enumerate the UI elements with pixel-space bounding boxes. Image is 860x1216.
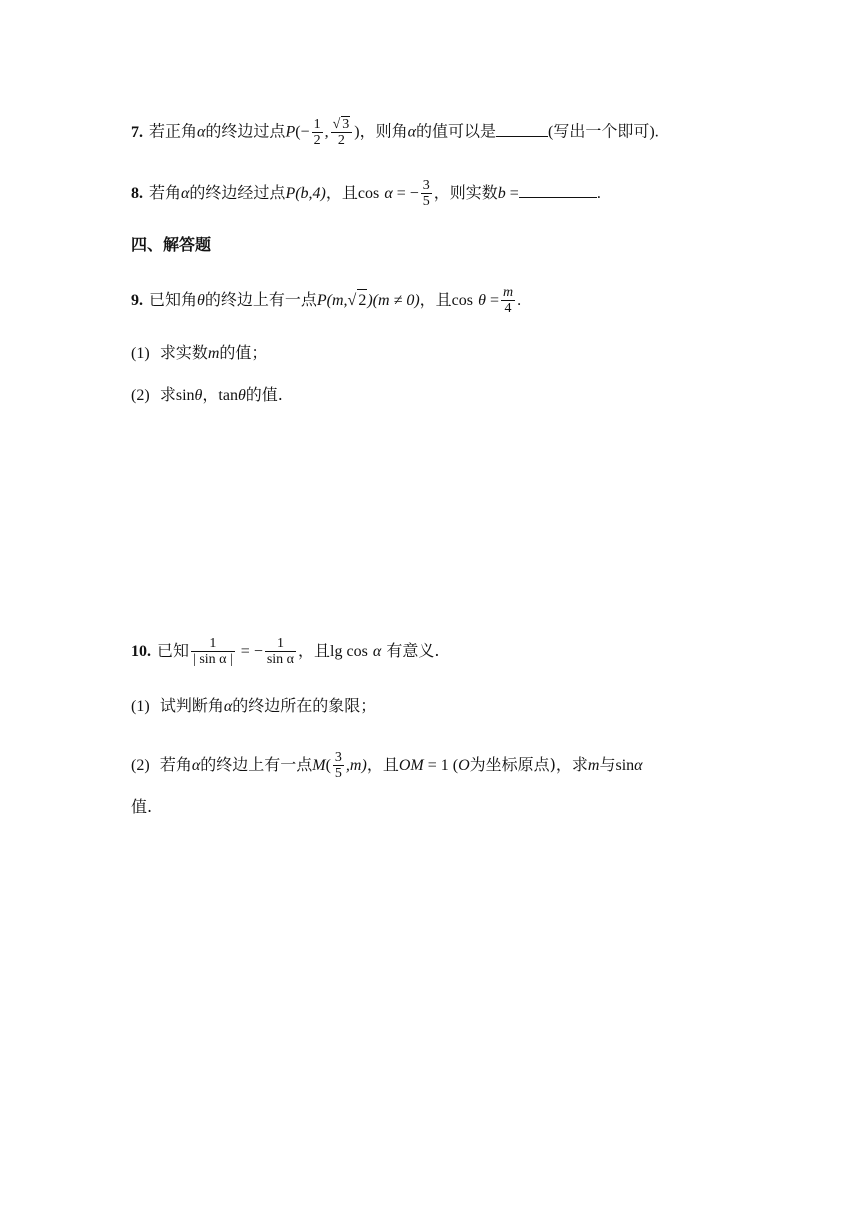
period: .: [517, 292, 522, 309]
paren: (: [448, 757, 459, 774]
part-label: (2): [131, 757, 150, 774]
text: ，且: [298, 641, 331, 660]
text: 已知: [157, 641, 190, 660]
sqrt-sign: √: [347, 292, 357, 309]
cos-function: cos: [451, 292, 473, 309]
question-8: [131, 178, 601, 209]
b-variable: b: [497, 185, 506, 202]
om-segment: OM: [398, 757, 424, 774]
text: 若角: [149, 183, 182, 202]
alpha-symbol: α: [181, 185, 190, 202]
question-number: 10.: [131, 643, 151, 660]
part-label: (1): [131, 345, 150, 362]
numerator: 1: [276, 636, 284, 651]
cos-function: cos: [357, 185, 380, 202]
fraction: [333, 750, 344, 781]
text: 的终边上有一点: [204, 290, 317, 309]
equals-sign: =: [505, 185, 519, 202]
point-expression: P(m,: [316, 292, 348, 309]
text: 求实数: [159, 343, 208, 362]
text: ，则实数: [433, 183, 498, 202]
equals-sign: = −: [236, 643, 263, 660]
text: 的终边过点: [205, 121, 286, 141]
text: 的值可以是: [416, 121, 497, 141]
answer-blank[interactable]: [519, 197, 597, 198]
text: 的值.: [245, 385, 283, 404]
radicand: 2: [357, 289, 367, 312]
fraction: [421, 178, 432, 209]
answer-blank[interactable]: [496, 136, 548, 137]
theta-symbol: θ: [237, 387, 246, 404]
equals-sign: = −: [392, 185, 419, 202]
fraction: [331, 116, 353, 148]
question-10-part-2-continued: 值.: [131, 797, 153, 816]
question-9: [131, 285, 521, 316]
denominator: 2: [313, 132, 321, 148]
denominator: sin α: [266, 652, 295, 667]
numerator: m: [502, 285, 514, 300]
point-label: P: [285, 123, 296, 141]
text: ，: [202, 385, 219, 404]
text: 求: [159, 385, 176, 404]
fraction: [265, 636, 296, 667]
alpha-symbol: α: [223, 698, 233, 715]
text: 为坐标原点)，求: [469, 755, 588, 774]
denominator: | sin α |: [193, 652, 233, 667]
text: 的终边上有一点: [200, 755, 313, 774]
fraction: [312, 117, 323, 148]
text: 试判断角: [159, 696, 224, 715]
origin-label: O: [458, 757, 470, 774]
equals-sign: =: [485, 292, 499, 309]
text: ，且: [366, 755, 399, 774]
question-number: 9.: [131, 292, 143, 309]
alpha-symbol: α: [407, 123, 417, 141]
question-number: 8.: [131, 185, 143, 202]
denominator: 2: [331, 132, 353, 148]
text: ，则角: [359, 121, 408, 141]
fraction: [191, 636, 235, 667]
point-expression: ,m): [345, 757, 367, 774]
alpha-symbol: α: [384, 185, 393, 202]
text: 有意义.: [386, 641, 440, 660]
paren: (: [325, 757, 331, 774]
lg-cos-function: lg cos: [330, 643, 368, 660]
text: (写出一个即可).: [548, 123, 659, 141]
theta-symbol: θ: [194, 387, 203, 404]
question-10: [131, 636, 440, 667]
question-7: [131, 116, 659, 148]
text: 的终边经过点: [189, 183, 286, 202]
question-10-part-1: [131, 695, 376, 718]
question-9-part-2: [131, 384, 283, 407]
alpha-symbol: α: [372, 643, 382, 660]
question-10-part-2: [131, 750, 643, 781]
point-expression: )(m ≠ 0): [367, 292, 420, 309]
comma: ,: [324, 123, 329, 141]
m-variable: m: [207, 345, 220, 362]
section-heading: 四、解答题: [131, 235, 212, 254]
part-label: (2): [131, 387, 150, 404]
period: .: [596, 185, 601, 202]
text: 的值；: [219, 343, 268, 362]
numerator: 1: [313, 116, 321, 132]
tan-function: tan: [218, 387, 238, 404]
text: ，且: [419, 290, 452, 309]
paren: ): [354, 123, 360, 141]
point-expression: P(b,4): [285, 185, 326, 202]
text: 已知角: [149, 290, 198, 309]
sin-function: sin: [615, 757, 635, 774]
alpha-symbol: α: [634, 757, 643, 774]
numerator: √ 3: [332, 117, 350, 132]
numerator: 1: [209, 636, 217, 651]
numerator: 3: [334, 750, 342, 765]
text: 的终边所在的象限；: [232, 696, 377, 715]
question-number: 7.: [131, 123, 143, 141]
sin-function: sin: [175, 387, 195, 404]
denominator: 5: [334, 766, 342, 781]
numerator: 3: [422, 178, 430, 193]
text: 若角: [159, 755, 192, 774]
point-label: M: [312, 757, 326, 774]
denominator: 5: [422, 194, 430, 209]
question-9-part-1: [131, 342, 267, 365]
equals-sign: = 1: [423, 757, 449, 774]
text: 若正角: [149, 121, 198, 141]
part-label: (1): [131, 698, 150, 715]
alpha-symbol: α: [191, 757, 201, 774]
text: 与: [599, 755, 616, 774]
fraction: [501, 285, 515, 316]
radicand: 3: [342, 117, 350, 132]
m-variable: m: [587, 757, 600, 774]
theta-symbol: θ: [478, 292, 486, 309]
theta-symbol: θ: [197, 292, 205, 309]
denominator: 4: [501, 300, 515, 316]
paren: (−: [295, 123, 310, 141]
text: ，且: [325, 183, 358, 202]
alpha-symbol: α: [197, 123, 206, 141]
